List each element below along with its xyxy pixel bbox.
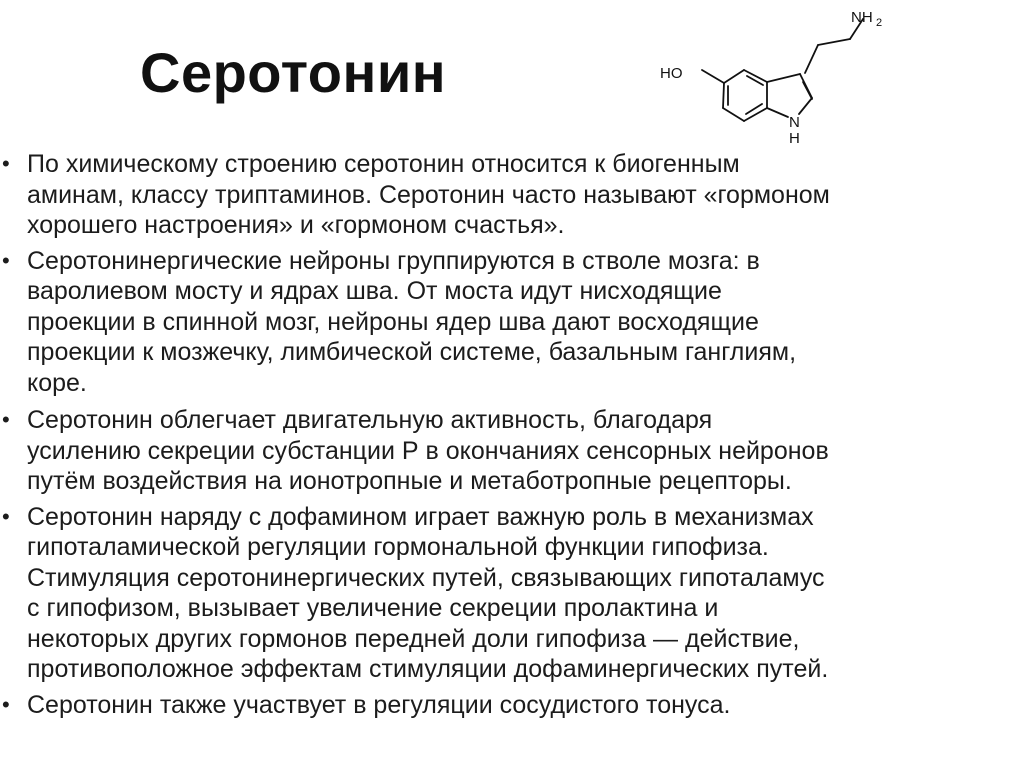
serotonin-structure-diagram — [650, 0, 910, 150]
bullet-text-line: По химическому строению серотонин относится к биогенным — [27, 150, 740, 178]
bullet-dot: • — [2, 503, 10, 529]
amine-label: NH — [851, 9, 873, 26]
slide-title: Серотонин — [140, 41, 447, 104]
hydroxyl-label: HO — [660, 65, 683, 82]
bullet-text-line: Серотонин наряду с дофамином играет важную роль в механизмах — [27, 502, 814, 531]
bullet-item — [0, 690, 1024, 721]
bullet-text-line: хорошего настроения» и «гормоном счастья». — [27, 211, 565, 239]
bullet-text-line: коре. — [27, 368, 87, 397]
ring-h-label: H — [789, 130, 800, 147]
bullet-text-line: варолиевом мосту и ядрах шва. От моста идут нисходящие — [27, 277, 722, 305]
bullet-text-line: Серотонин также участвует в регуляции сосудистого тонуса. — [27, 690, 731, 719]
bullet-text-line: гипоталамической регуляции гормональной функции гипофиза. — [27, 533, 769, 561]
bullet-text-line: Стимуляция серотонинергических путей, связывающих гипоталамус — [27, 563, 825, 592]
bullet-text-line: путём воздействия на ионотропные и метаботропные рецепторы. — [27, 467, 792, 495]
bullet-dot: • — [2, 247, 10, 273]
bullet-item — [0, 405, 1024, 497]
amine-subscript: 2 — [876, 17, 883, 29]
ring-n-label: N — [789, 114, 800, 131]
bullet-text-line: проекции в спинной мозг, нейроны ядер шва дают восходящие — [27, 307, 759, 336]
bullet-text-line: проекции к мозжечку, лимбической системе, базальным ганглиям, — [27, 338, 797, 366]
bullet-text-line: с гипофизом, вызывает увеличение секреции пролактина и — [27, 594, 719, 622]
bullet-text-line: Серотонинергические нейроны группируются в стволе мозга: в — [27, 246, 760, 275]
bullet-text-line: Серотонин облегчает двигательную активность, благодаря — [27, 406, 713, 434]
bullet-dot: • — [2, 691, 10, 717]
bullet-text-line: усилению секреции субстанции Р в окончаниях сенсорных нейронов — [27, 436, 829, 465]
bullet-text-line: некоторых других гормонов передней доли гипофиза — действие, — [27, 624, 800, 653]
bullet-dot: • — [2, 151, 10, 176]
bullet-list — [0, 149, 1024, 720]
bullet-dot: • — [2, 407, 10, 432]
bullet-item — [0, 246, 1024, 399]
bullet-item — [0, 149, 1024, 241]
bullet-item — [0, 502, 1024, 685]
bullet-text-line: противоположное эффектам стимуляции дофаминергических путей. — [27, 655, 829, 683]
bullet-text-line: аминам, классу триптаминов. Серотонин часто называют «гормоном — [27, 180, 830, 209]
